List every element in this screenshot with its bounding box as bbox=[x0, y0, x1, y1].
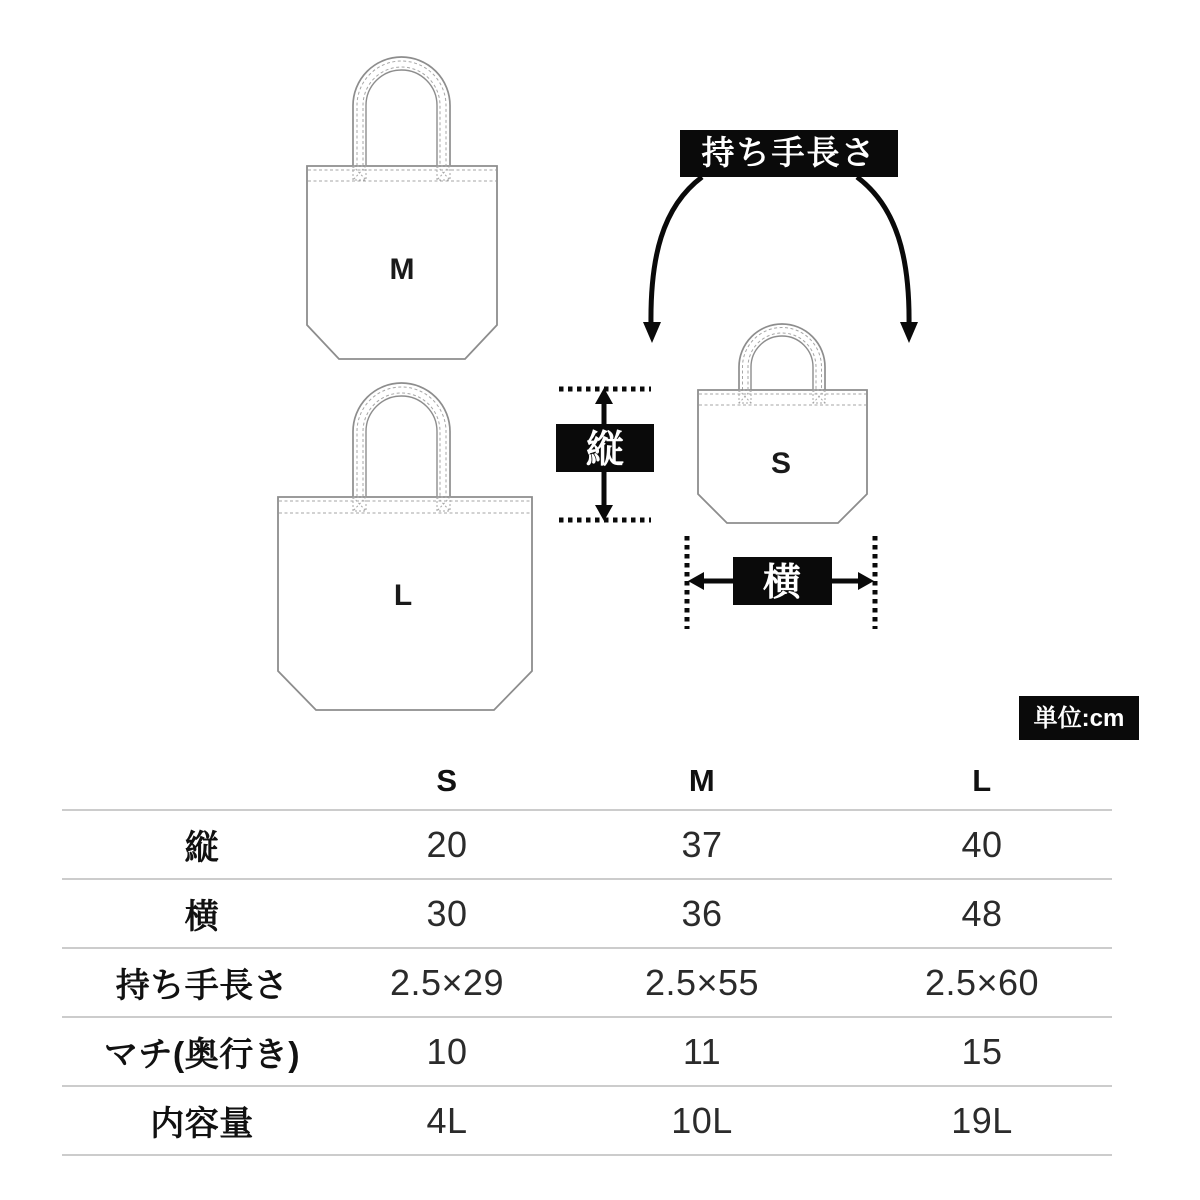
cell-height-m: 37 bbox=[681, 823, 723, 865]
cell-handle-length-l: 2.5×60 bbox=[924, 961, 1040, 1003]
cell-gusset-l: 15 bbox=[961, 1030, 1003, 1072]
cell-gusset-m: 11 bbox=[682, 1030, 722, 1072]
handle-length-arrowhead-right bbox=[900, 322, 918, 343]
table-row-handle-length bbox=[62, 947, 1112, 1016]
handle-length-arrow-left bbox=[651, 177, 702, 326]
handle-length-arrowhead-left bbox=[643, 322, 661, 343]
bag-l-size-label: L bbox=[393, 579, 413, 612]
cell-handle-length-s: 2.5×29 bbox=[389, 961, 505, 1003]
bag-m-size-label: M bbox=[389, 253, 415, 286]
column-header-s: S bbox=[436, 762, 458, 798]
unit-badge bbox=[1019, 696, 1139, 740]
width-arrowhead-right bbox=[858, 572, 874, 590]
row-label-height: 縦 bbox=[184, 829, 220, 867]
size-chart-table bbox=[62, 752, 1141, 1156]
height-label: 縦 bbox=[585, 429, 625, 471]
bag-l-handle-stitch-outer bbox=[357, 387, 446, 497]
tote-bag-l bbox=[278, 383, 532, 710]
table-row-capacity bbox=[62, 1085, 1112, 1156]
tote-bag-s bbox=[698, 324, 867, 523]
column-header-m: M bbox=[688, 762, 716, 798]
bag-s-handle-stitch-inner bbox=[748, 333, 816, 390]
bag-m-handle-inner bbox=[366, 70, 437, 166]
cell-handle-length-m: 2.5×55 bbox=[644, 961, 760, 1003]
table-row-gusset bbox=[62, 1016, 1112, 1085]
cell-capacity-m: 10L bbox=[671, 1099, 733, 1141]
cell-width-s: 30 bbox=[426, 892, 468, 934]
table-row-width bbox=[62, 878, 1112, 947]
bag-m-handle-outer bbox=[353, 57, 450, 166]
handle-length-arrow-right bbox=[857, 177, 909, 326]
cell-width-l: 48 bbox=[961, 892, 1003, 934]
bag-s-size-label: S bbox=[770, 447, 792, 480]
bag-s-handle-stitch-outer bbox=[743, 328, 822, 391]
row-label-capacity: 内容量 bbox=[150, 1105, 254, 1143]
handle-length-callout bbox=[643, 130, 918, 343]
cell-gusset-s: 10 bbox=[426, 1030, 468, 1072]
row-label-gusset: マチ(奥行き) bbox=[103, 1036, 301, 1074]
height-callout bbox=[556, 388, 654, 521]
bag-s-handle-inner bbox=[751, 336, 813, 390]
handle-length-label: 持ち手長さ bbox=[701, 134, 877, 171]
cell-capacity-s: 4L bbox=[426, 1099, 468, 1141]
cell-height-s: 20 bbox=[426, 823, 468, 865]
width-label: 横 bbox=[762, 562, 802, 604]
tote-bag-m bbox=[307, 57, 497, 359]
cell-height-l: 40 bbox=[961, 823, 1003, 865]
bag-m-handle-stitch-outer bbox=[357, 61, 446, 166]
cell-capacity-l: 19L bbox=[951, 1099, 1013, 1141]
table-header-row bbox=[62, 752, 1112, 809]
bag-l-handle-outer bbox=[353, 383, 450, 497]
bag-l-handle-inner bbox=[366, 396, 437, 497]
width-callout bbox=[687, 536, 875, 629]
width-arrowhead-left bbox=[688, 572, 704, 590]
unit-badge-label: 単位:cm bbox=[1033, 705, 1125, 732]
table-row-height bbox=[62, 809, 1112, 878]
column-header-l: L bbox=[972, 762, 992, 798]
row-label-width: 横 bbox=[184, 898, 220, 936]
cell-width-m: 36 bbox=[681, 892, 723, 934]
row-label-handle-length: 持ち手長さ bbox=[115, 967, 289, 1005]
